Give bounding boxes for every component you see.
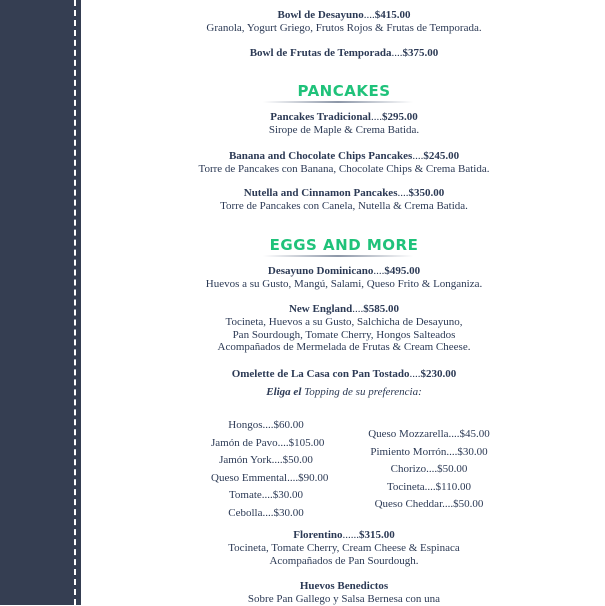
item-description-line: Acompañados de Pan Sourdough. — [269, 554, 419, 567]
item-description-line: Acompañados de Mermelada de Frutas & Cream Cheese. — [217, 341, 471, 353]
item-description-line: Tocineta, Tomate Cherry, Cream Cheese & Espinaca — [228, 542, 460, 554]
item-name: Huevos Benedictos — [299, 580, 389, 592]
toppings-list-right — [349, 426, 509, 514]
topping-item: Jamón de Pavo....$105.00 — [211, 436, 325, 449]
topping-prompt-text: Topping de su preferencia: — [301, 386, 422, 398]
item-price: $415.00 — [374, 9, 411, 21]
item-dots: ...... — [342, 529, 360, 541]
menu-item-banana-pancakes — [83, 150, 605, 176]
item-description-line: Tocineta, Huevos a su Gusto, Salchicha de Desayuno, — [225, 316, 463, 328]
menu-item-new-england — [83, 303, 605, 354]
item-name: Bowl de Desayuno — [277, 9, 364, 21]
item-name: Desayuno Dominicano — [267, 265, 374, 277]
item-dots: .... — [363, 9, 375, 21]
item-name: Florentino — [293, 529, 343, 541]
menu-item-bowl-desayuno — [83, 9, 605, 35]
item-description: Torre de Pancakes con Canela, Nutella & Crema Batida. — [220, 200, 468, 212]
item-name: Omelette de La Casa con Pan Tostado — [231, 368, 410, 380]
item-description: Huevos a su Gusto, Mangú, Salami, Queso Frito & Longaniza. — [205, 278, 483, 290]
topping-item: Cebolla....$30.00 — [228, 506, 304, 519]
topping-item: Queso Mozzarella....$45.00 — [368, 428, 490, 440]
item-price: $245.00 — [423, 150, 460, 162]
item-dots: .... — [371, 111, 382, 123]
item-price: $295.00 — [382, 111, 418, 123]
side-stitch-line — [74, 0, 76, 605]
item-price: $585.00 — [363, 303, 400, 315]
item-description: Granola, Yogurt Griego, Frutos Rojos & Frutas de Temporada. — [206, 22, 482, 34]
item-name: New England — [288, 303, 353, 315]
menu-item-nutella-pancakes — [83, 187, 605, 213]
item-dots: .... — [412, 150, 424, 162]
toppings-list-left — [211, 417, 329, 522]
topping-item: Jamón York....$50.00 — [219, 454, 313, 466]
topping-prompt — [83, 386, 605, 398]
item-dots: .... — [391, 47, 403, 59]
item-dots: .... — [352, 303, 364, 315]
item-name: Bowl de Frutas de Temporada — [249, 47, 392, 59]
item-price: $375.00 — [402, 47, 439, 59]
menu-item-florentino — [83, 529, 605, 567]
topping-item: Queso Cheddar....$50.00 — [374, 498, 484, 510]
item-description: Sobre Pan Gallego y Salsa Bernesa con una — [247, 593, 441, 605]
menu-item-huevos-benedictos — [83, 580, 605, 606]
topping-item: Tocineta....$110.00 — [386, 480, 472, 493]
topping-item: Chorizo....$50.00 — [390, 463, 468, 475]
topping-item: Queso Emmental....$90.00 — [211, 471, 329, 484]
topping-prompt-bold: Eliga el — [266, 386, 302, 398]
item-price: $350.00 — [408, 187, 445, 199]
menu-page — [83, 0, 605, 605]
item-dots: .... — [397, 187, 409, 199]
menu-item-desayuno-dominicano — [83, 265, 605, 291]
menu-item-omelette — [83, 368, 605, 381]
item-price: $315.00 — [359, 529, 395, 541]
item-description: Torre de Pancakes con Banana, Chocolate Chips & Crema Batida. — [198, 163, 490, 175]
section-divider — [263, 101, 413, 103]
menu-item-bowl-frutas — [83, 47, 605, 60]
item-name: Pancakes Tradicional — [270, 111, 371, 123]
topping-item: Tomate....$30.00 — [228, 489, 304, 501]
topping-item: Hongos....$60.00 — [228, 419, 304, 431]
menu-item-pancakes-tradicional — [83, 111, 605, 137]
side-band — [0, 0, 81, 605]
item-description: Sirope de Maple & Crema Batida. — [268, 124, 420, 136]
item-name: Banana and Chocolate Chips Pancakes — [228, 150, 413, 162]
section-divider — [263, 255, 413, 257]
item-description-line: Pan Sourdough, Tomate Cherry, Hongos Salteados — [232, 328, 456, 341]
section-title-eggs: EGGS AND MORE — [269, 236, 419, 254]
item-price: $230.00 — [420, 368, 457, 380]
item-price: $495.00 — [384, 265, 421, 277]
item-dots: .... — [373, 265, 385, 277]
section-title-pancakes: PANCAKES — [297, 82, 391, 100]
item-name: Nutella and Cinnamon Pancakes — [243, 187, 398, 199]
topping-item: Pimiento Morrón....$30.00 — [370, 445, 488, 458]
item-dots: .... — [409, 368, 421, 380]
